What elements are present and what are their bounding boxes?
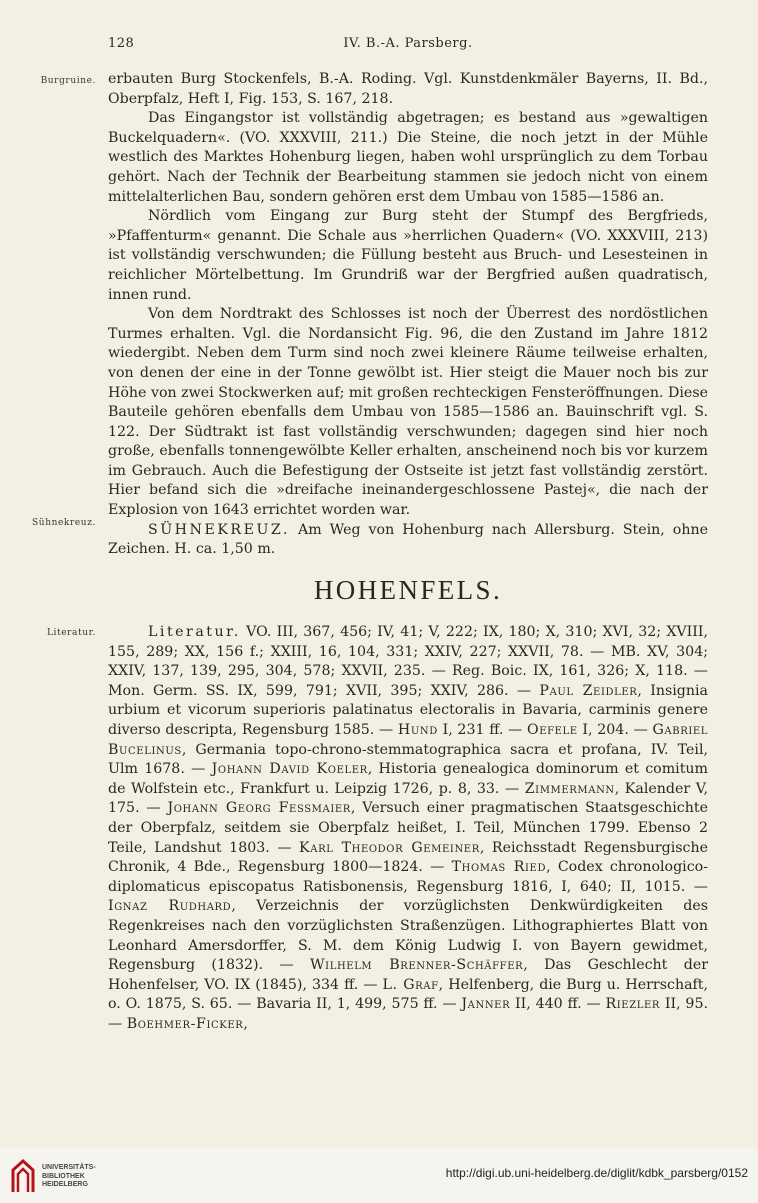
literature-text: I, 204. — [577, 721, 653, 738]
author-name: Karl Theodor Gemeiner [299, 839, 480, 856]
author-name: Wilhelm Brenner-Schäffer [310, 957, 524, 974]
suehnekreuz-lead: SÜHNEKREUZ. [148, 521, 291, 538]
margin-note-literatur: Literatur. [46, 628, 96, 638]
digitization-footer [0, 1148, 758, 1203]
university-library-logo-icon [10, 1158, 36, 1194]
paragraph-stockenfels: erbauten Burg Stockenfels, B.-A. Roding. Vgl. Kunstdenkmäler Bayerns, II. Bd., Oberpfalz, Heft I, Fig. 153, S. 167, 218. [108, 71, 708, 107]
body-text-upper [108, 70, 708, 560]
paragraph-eingangstor: Das Eingangstor ist vollständig abgetragen; es bestand aus »gewaltigen Buckelquadern«. (VO. XXXVIII, 211.) Die Steine, die noch jetzt in der Mühle westlich des Marktes Hohenburg liegen, haben wohl ursprünglich zu dem Torbau gehört. Nach der Technik der Bearbeitung stammen sie jedoch nicht von einem mittelalterlichen Bau, sondern gehören erst dem Umbau von 1585—1586 an. [108, 110, 708, 205]
literature-text: , Reichsstadt Regensburgische Chronik, 4 Bde., Regensburg 1800—1824. — [108, 839, 708, 876]
literature-text: , Versuch einer pragmatischen Staatsgeschichte der Oberpfalz, seitdem sie Oberpfalz heißet, I. Teil, München 1799. Ebenso 2 Teile, Landshut 1803. — [108, 800, 708, 856]
literature-text: I, 231 ff. — [437, 721, 527, 738]
literature-text: , Das Geschlecht der Hohenfelser, VO. IX (1845), 334 ff. — [108, 957, 708, 993]
literature-text: , Insignia urbium et vicorum superioris palatinatus electoralis in Bavaria, carminis genere diverso descripta, Regensburg 1585. — [108, 682, 709, 738]
literature-text: II, 95. — [108, 996, 708, 1032]
literature-paragraph [108, 623, 708, 1034]
author-name: Johann Georg Fessmaier [167, 800, 351, 817]
institution-name [42, 1164, 96, 1190]
author-name: Johann David Koeler [211, 761, 368, 778]
paragraph-nordtrakt: Von dem Nordtrakt des Schlosses ist noch der Überrest des nordöstlichen Turmes erhalten. Vgl. die Nordansicht Fig. 96, die den Zustand im Jahre 1812 wiedergibt. Neben dem Turm sind noch zwei kleinere Räume teilweise erhalten, von denen der eine in der Tonne gewölbt ist. Hier steigt die Mauer noch bis zur Höhe von zwei Stockwerken auf; mit großen rechteckigen Fensteröffnungen. Diese Bauteile gehören ebenfalls dem Umbau von 1585—1586 an. Bauinschrift vgl. S. 122. Der Südtrakt ist fast vollständig verschwunden; dagegen sind hier noch große, ebenfalls tonnengewölbte Keller erhalten, anscheinend noch bis vor kurzem im Gebrauch. Auch die Befestigung der Ostseite ist jetzt fast vollständig zerstört. Hier befand sich die »dreifache ineinandergeschlossene Pastej«, die nach der Explosion von 1643 errichtet worden war. [108, 306, 708, 519]
institution-line: UNIVERSITÄTS- [42, 1164, 96, 1171]
literature-text: , Verzeichnis der vorzüglichsten Denkwürdigkeiten des Regenkreises nach den vorzüglichsten Straßenzügen. Lithographiertes Blatt von Leonhard Amersdorffer, S. M. dem König Ludwig I. von Bayern gewidmet, Regensburg (1832). — [108, 898, 708, 974]
author-name: Paul Zeidler [539, 682, 638, 699]
suehnekreuz-text: Am Weg von Hohenburg nach Allersburg. Stein, ohne Zeichen. H. ca. 1,50 m. [108, 521, 708, 558]
paragraph-suehnekreuz [108, 521, 708, 560]
margin-note-burgruine: Burgruine. [40, 76, 96, 86]
literature-text: , Germania topo-chrono-stemmatographica sacra et profana, IV. Teil, Ulm 1678. — [108, 741, 708, 778]
author-name: L. Graf [382, 976, 439, 993]
author-name: Thomas Ried [451, 859, 547, 876]
paragraph-bergfried: Nördlich vom Eingang zur Burg steht der Stumpf des Bergfrieds, »Pfaffenturm« genannt. Die Schale aus »herrlichen Quadern« (VO. XXXVIII, 213) ist vollständig verschwunden; die Füllung besteht aus Bruch- und Lesesteinen in reichlicher Mörtelbettung. Im Grundriß war der Bergfried außen quadratisch, innen rund. [108, 208, 708, 303]
permalink-url[interactable]: http://digi.ub.uni-heidelberg.de/diglit/kdbk_parsberg/0152 [445, 1166, 748, 1180]
author-name: Boehmer-Ficker, [126, 1015, 249, 1032]
literature-lead: Literatur. [148, 624, 241, 640]
literature-block [108, 623, 708, 1034]
literature-text: , Helfenberg, die Burg u. Herrschaft, o. O. 1875, S. 65. — Bavaria II, 1, 499, 575 ff. — [108, 976, 709, 1013]
author-name: Hund [397, 721, 438, 738]
author-name: Janner [461, 996, 511, 1013]
author-name: Zimmermann [524, 780, 615, 797]
author-name: Oefele [526, 721, 578, 738]
page-number: 128 [108, 36, 135, 51]
author-name: Ignaz Rudhard [108, 898, 232, 915]
institution-line: HEIDELBERG [42, 1181, 88, 1188]
section-heading: HOHENFELS. [313, 575, 503, 605]
author-name: Riezler [605, 996, 661, 1013]
literature-text: , Codex chronologico-diplomaticus episcopatus Ratisbonensis, Regensburg 1816, I, 640; II, 1015. — [108, 859, 708, 895]
institution-line: BIBLIOTHEK [42, 1172, 85, 1180]
literature-text: II, 440 ff. — [510, 996, 606, 1013]
literature-text: , Historia genealogica dominorum et comitum de Wolfstein etc., Frankfurt u. Leipzig 1726, p. 8, 33. — [108, 761, 709, 797]
running-title: IV. B.-A. Parsberg. [343, 36, 473, 51]
literature-text: , Kalender V, 175. — [108, 780, 708, 817]
margin-note-suehnekreuz: Sühnekreuz. [32, 518, 96, 528]
literature-text: VO. III, 367, 456; IV, 41; V, 222; IX, 180; X, 310; XVI, 32; XVIII, 155, 289; XX, 156 f.; XXIII, 16, 104, 331; XXIV, 227; XXVII, 78. — MB. XV, 304; XXIV, 137, 139, 295, 304, 578; XXVII, 235. — Reg. Boic. IX, 161, 326; X, 118. — Mon. Germ. SS. IX, 599, 791; XVII, 395; XXIV, 286. — [108, 624, 708, 699]
author-name: Gabriel Bucelinus [108, 721, 709, 758]
